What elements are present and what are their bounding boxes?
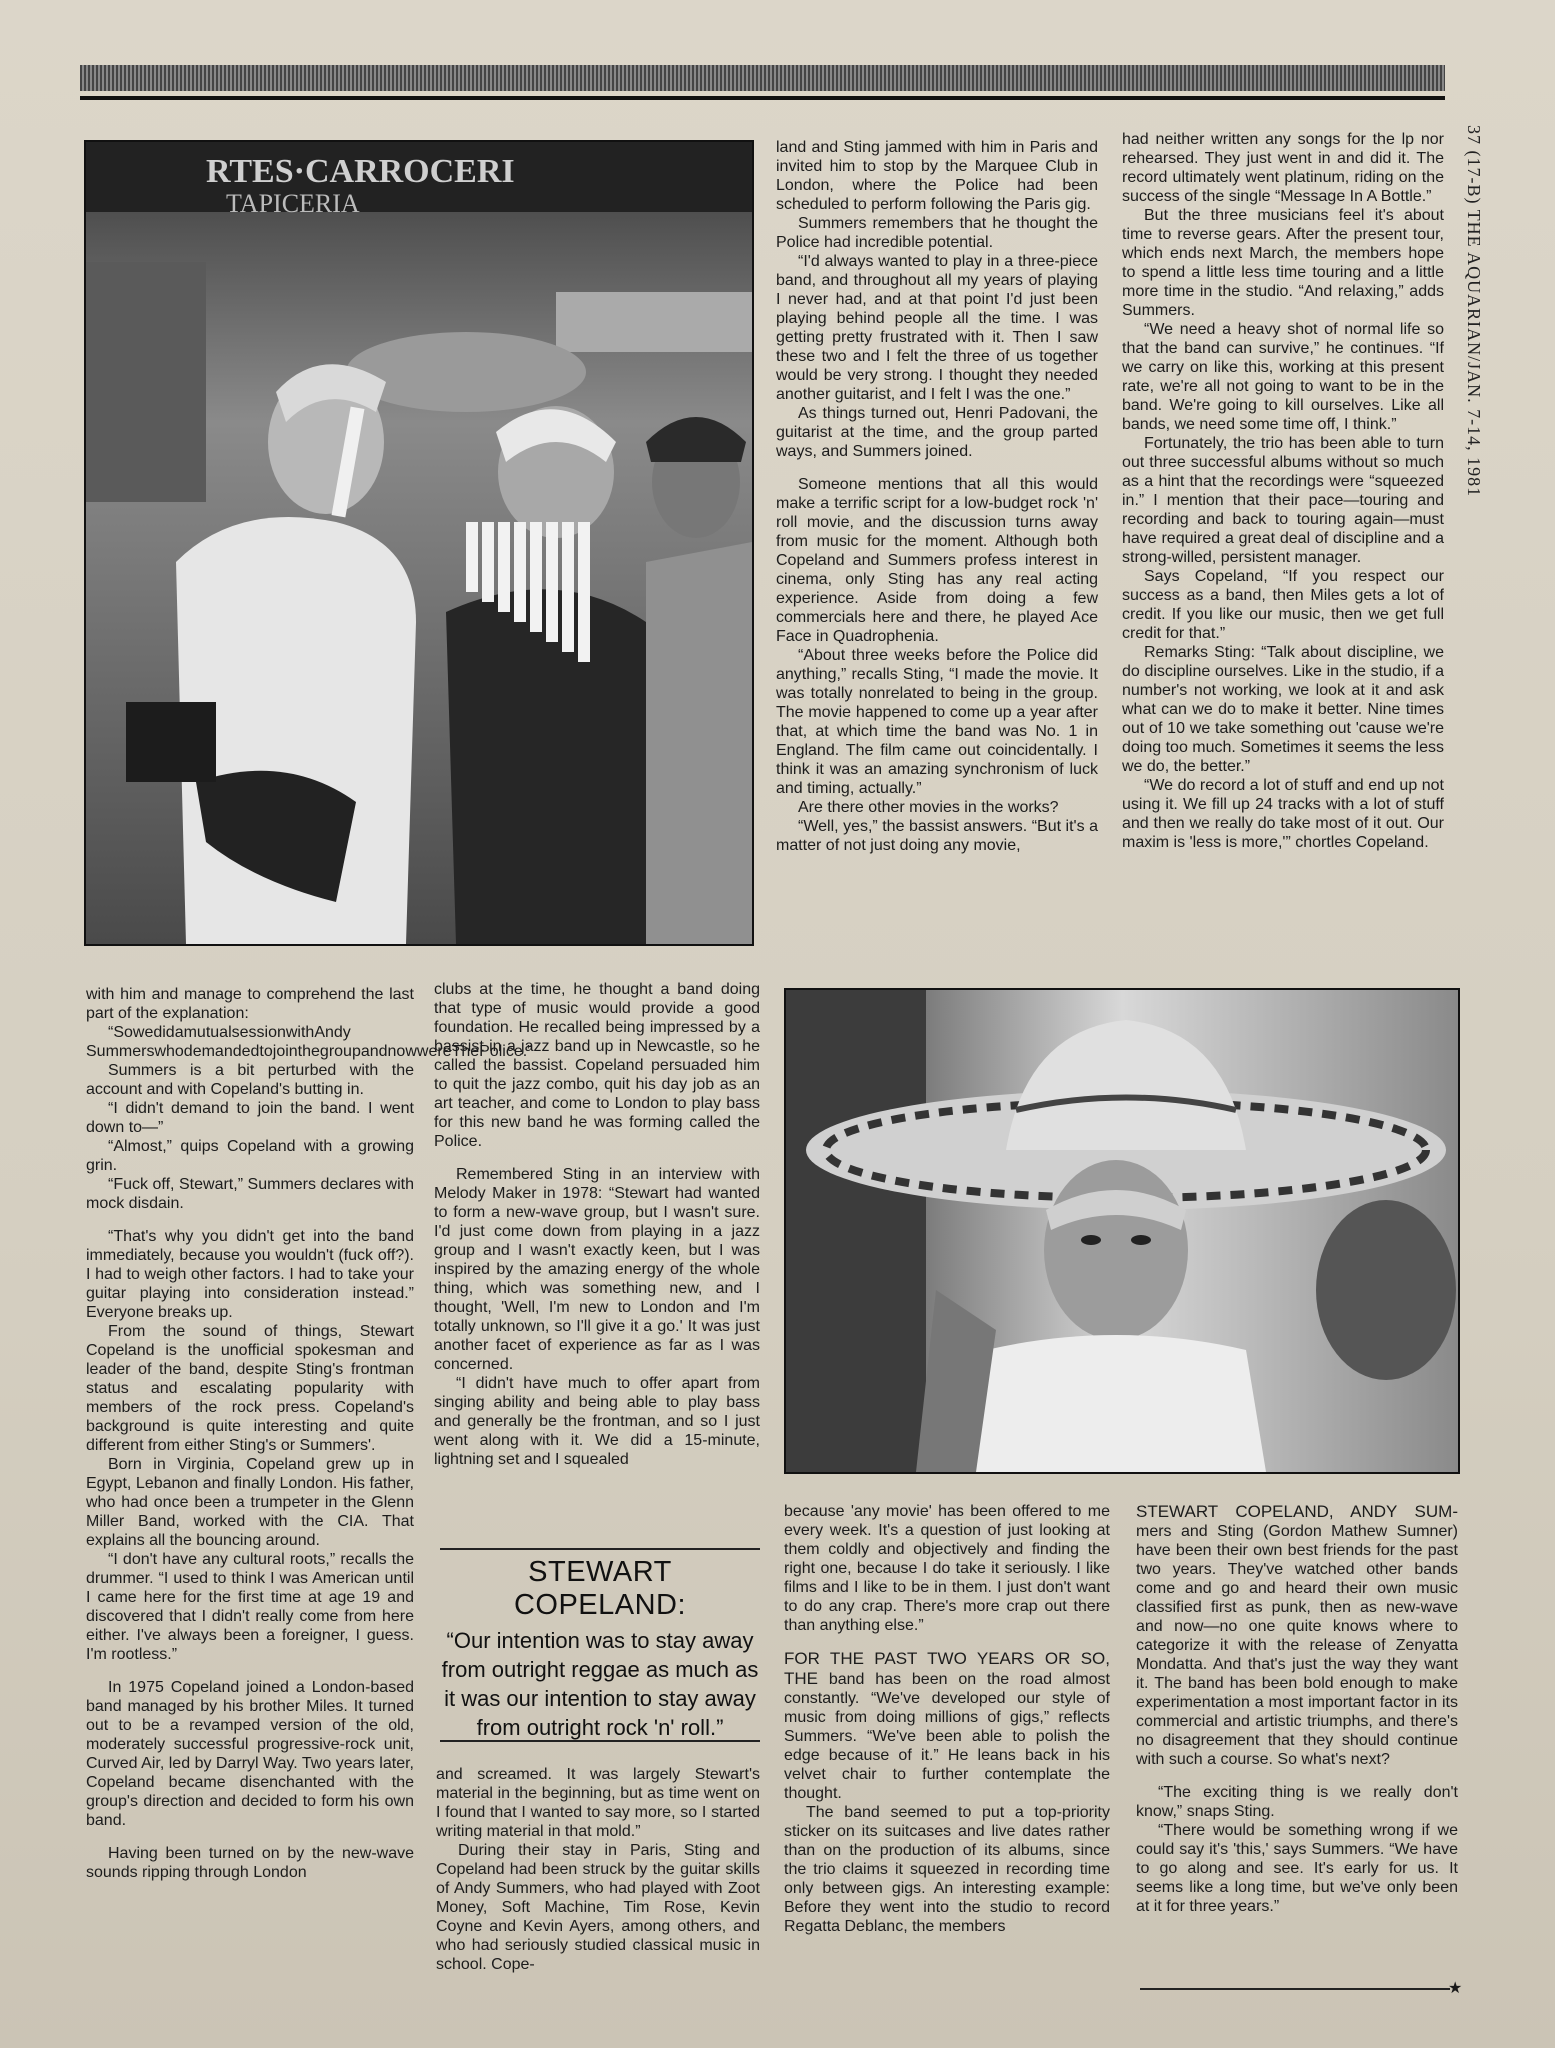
section-opener bbox=[784, 1649, 1110, 1803]
paragraph: As things turned out, Henri Padovani, the guitarist at the time, and the group parted ways, and Summers joined. bbox=[776, 405, 1098, 460]
paragraph: “I didn't have much to offer apart from singing ability and being able to play bass and generally be the frontman, and so I just went along with it. We did a 15-minute, lightning set and I squealed bbox=[434, 1375, 760, 1468]
paragraph: “I don't have any cultural roots,” recalls the drummer. “I used to think I was American until I came here for the first time at age 19 and discovered that I didn't really come from here either. I've always been a foreigner, I guess. I'm rootless.” bbox=[86, 1551, 414, 1663]
paragraph: with him and manage to comprehend the last part of the explanation: bbox=[86, 986, 414, 1022]
paragraph: “That's why you didn't get into the band immediately, because you wouldn't (fuck off?). I had to weigh other factors. I had to take your guitar playing into consideration instead.” Everyone breaks up. bbox=[86, 1228, 414, 1321]
column-2-top bbox=[434, 980, 760, 1525]
paragraph: In 1975 Copeland joined a London-based band managed by his brother Miles. It turned out to be a revamped version of the old, moderately successful progressive-rock unit, Curved Air, led by Darryl Way. Two years later, Copeland became disenchanted with the group's direction and decided to form his own band. bbox=[86, 1679, 414, 1829]
paragraph: Someone mentions that all this would make a terrific script for a low-budget rock 'n' roll movie, and the discussion turns away from music for the moment. Although both Copeland and Summers profess interest in cinema, only Sting has any real acting experience. Aside from doing a few commercials here and there, he played Ace Face in Quadrophenia. bbox=[776, 476, 1098, 645]
svg-text:TAPICERIA: TAPICERIA bbox=[226, 189, 360, 218]
paragraph: clubs at the time, he thought a band doing that type of music would provide a good foundation. He recalled being impressed by a bassist in a jazz band up in Newcastle, so he called the bassist. Copeland persuaded him to quit the jazz combo, quit his day job as an art teacher, and come to London to play bass for this new band he was forming called the Police. bbox=[434, 981, 760, 1150]
section-lead: STEWART COPELAND, ANDY SUM- bbox=[1136, 1502, 1458, 1521]
paragraph: Remembered Sting in an interview with Melody Maker in 1978: “Stewart had wanted to form a new-wave group, but I wasn't sure. I'd just come down from playing in a jazz group and I wasn't exactly keen, but I was inspired by the amazing energy of the whole thing, which was something new, and I thought, 'Well, I'm new to London and I'm totally unknown, so I'll give it a go.' It was just another facet of experience as far as I was concerned. bbox=[434, 1166, 760, 1373]
paragraph: “There would be something wrong if we could say it's 'this,' says Summers. “We have to go along and see. It's early for us. It seems like a long time, but we've only been at it for three years.” bbox=[1136, 1822, 1458, 1915]
end-star-icon: ★ bbox=[1448, 1980, 1463, 1997]
paragraph: Summers remembers that he thought the Police had incredible potential. bbox=[776, 215, 1098, 251]
paragraph: “Almost,” quips Copeland with a growing grin. bbox=[86, 1138, 414, 1174]
column-2-bottom bbox=[436, 1765, 760, 2010]
section-opener bbox=[1136, 1502, 1458, 1769]
paragraph: “I'd always wanted to play in a three-piece band, and throughout all my years of playing I never had, and at that point I'd just been playing behind people all the time. I was getting pretty frustrated with it. Then I saw these two and I felt the three of us together would be very strong. I thought they needed another guitarist, and I felt I was the one.” bbox=[776, 253, 1098, 403]
paragraph: because 'any movie' has been offered to me every week. It's a question of just looking at them coldly and objectively and finding the right one, because I do take it seriously. I like films and I like to be in them. I just don't want to do any crap. There's more crap out there than anything else.” bbox=[784, 1503, 1110, 1634]
column-3-bottom bbox=[784, 1502, 1110, 2012]
column-1 bbox=[86, 985, 533, 2005]
header-rule-pattern bbox=[80, 65, 1445, 91]
paragraph: had neither written any songs for the lp nor rehearsed. They just went in and did it. The record ultimately went platinum, riding on the success of the single “Message In A Bottle.” bbox=[1122, 131, 1444, 205]
paragraph: Born in Virginia, Copeland grew up in Egypt, Lebanon and finally London. His father, who had once been a trumpeter in the Glenn Miller Band, worked with the CIA. That explains all the bouncing around. bbox=[86, 1456, 414, 1549]
paragraph: “We do record a lot of stuff and end up not using it. We fill up 24 tracks with a lot of stuff and then we really do take most of it out. Our maxim is 'less is more,'” chortles Copeland. bbox=[1122, 777, 1444, 851]
paragraph: “I didn't demand to join the band. I went down to—” bbox=[86, 1100, 414, 1136]
pull-quote bbox=[440, 1548, 760, 1742]
svg-text:RTES·CARROCERI: RTES·CARROCERI bbox=[206, 153, 515, 190]
photo-sting-sombrero-image bbox=[786, 990, 1458, 1472]
photo-sting-summers bbox=[84, 140, 754, 946]
paragraph: From the sound of things, Stewart Copeland is the unofficial spokesman and leader of the band, despite Sting's frontman status and escalating popularity with members of the rock press. Copeland's background is quite interesting and quite different from either Sting's or Summers'. bbox=[86, 1323, 414, 1454]
photo-sting-summers-flutes bbox=[86, 142, 752, 944]
column-4-bottom bbox=[1136, 1502, 1458, 1982]
paragraph: Remarks Sting: “Talk about discipline, we do discipline ourselves. Like in the studio, if a number's not working, we look at it and ask what can we do to make it better. Nine times out of 10 we take something out 'cause we're doing too much. Sometimes it seems the less we do, the better.” bbox=[1122, 644, 1444, 775]
folio-text: 37 (17-B) THE AQUARIAN/JAN. 7-14, 1981 bbox=[1464, 125, 1484, 498]
paragraph: Fortunately, the trio has been able to turn out three successful albums without so much as a hint that the recordings were “squeezed in.” I mention that their pace—touring and recording and back to touring again—must have required a great deal of discipline and a strong-willed, persistent manager. bbox=[1122, 435, 1444, 566]
section-text: mers and Sting (Gordon Mathew Sumner) have been their own best friends for the past two years. They've watched other bands come and go and heard their own music classified first as punk, then as new-wave and now—no one quite knows where to categorize it with the release of Zenyatta Mondatta. And that's just the way they want it. The band has been bold enough to make experimentation a most important factor in its commercial and artistic triumphs, and there's no disagreement that they should continue with such a course. So what's next? bbox=[1136, 1523, 1458, 1768]
pull-quote-text: “Our intention was to stay away from outright reggae as much as it was our intention to stay away from outright rock 'n' roll.” bbox=[441, 1628, 759, 1740]
column-3-top bbox=[776, 138, 1098, 968]
paragraph: “Fuck off, Stewart,” Summers declares with mock disdain. bbox=[86, 1176, 414, 1212]
paragraph: “About three weeks before the Police did anything,” recalls Sting, “I made the movie. It was totally nonrelated to being in the group. The movie happened to come up a year after that, at which time the band was No. 1 in England. The film came out coincidentally. I think it was an amazing synchronism of luck and timing, actually.” bbox=[776, 647, 1098, 797]
paragraph: During their stay in Paris, Sting and Copeland had been struck by the guitar skills of Andy Summers, who had played with Zoot Money, Soft Machine, Tim Rose, Kevin Coyne and Kevin Ayers, among others, and who had seriously studied classical music in school. Cope- bbox=[436, 1842, 760, 1973]
section-text: band has been on the road almost constantly. “We've developed our style of music from doing millions of gigs,” reflects Summers. “We've been able to polish the edge because of it.” He leans back in his velvet chair to further contemplate the thought. bbox=[784, 1671, 1111, 1802]
paragraph: Having been turned on by the new-wave sounds ripping through London bbox=[86, 1845, 414, 1881]
header-rule-line bbox=[80, 96, 1445, 100]
paragraph: “The exciting thing is we really don't know,” snaps Sting. bbox=[1136, 1784, 1458, 1820]
paragraph: Says Copeland, “If you respect our success as a band, then Miles gets a lot of credit. If you like our music, then we get full credit for that.” bbox=[1122, 568, 1444, 642]
end-rule bbox=[1140, 1988, 1450, 1990]
paragraph: Are there other movies in the works? bbox=[798, 799, 1059, 816]
paragraph: The band seemed to put a top-priority sticker on its suitcases and live dates rather than on the production of its albums, since the trio claims it squeezed in recording time only between gigs. An interesting example: Before they went into the studio to record Regatta Deblanc, the members bbox=[784, 1804, 1110, 1935]
paragraph: But the three musicians feel it's about time to reverse gears. After the present tour, which ends next March, the members hope to spend a little less time touring and a little more time in the studio. “And relaxing,” adds Summers. bbox=[1122, 207, 1444, 319]
paragraph: and screamed. It was largely Stewart's material in the beginning, but as time went on I found that I wanted to say more, so I started writing material in that mold.” bbox=[436, 1766, 760, 1840]
paragraph: land and Sting jammed with him in Paris and invited him to stop by the Marquee Club in London, where the Police had been scheduled to perform following the Paris gig. bbox=[776, 139, 1098, 213]
paragraph: “We need a heavy shot of normal life so that the band can survive,” he continues. “If we carry on like this, working at this present rate, we're all not going to want to be in the band. We're going to kill ourselves. Like all bands, we need some time off, I think.” bbox=[1122, 321, 1444, 433]
paragraph: “SowedidamutualsessionwithAndy SummerswhodemandedtojointhegroupandnowwereThePolice.” bbox=[86, 1024, 533, 1060]
paragraph: Summers is a bit perturbed with the account and with Copeland's butting in. bbox=[86, 1062, 414, 1098]
pull-quote-heading: STEWART COPELAND: bbox=[513, 1556, 687, 1621]
section-lead: FOR THE PAST TWO YEARS OR SO, THE bbox=[784, 1649, 1110, 1688]
column-4-top bbox=[1122, 130, 1444, 970]
photo-sting-sombrero bbox=[784, 988, 1460, 1474]
paragraph: “Well, yes,” the bassist answers. “But it's a matter of not just doing any movie, bbox=[776, 818, 1098, 854]
